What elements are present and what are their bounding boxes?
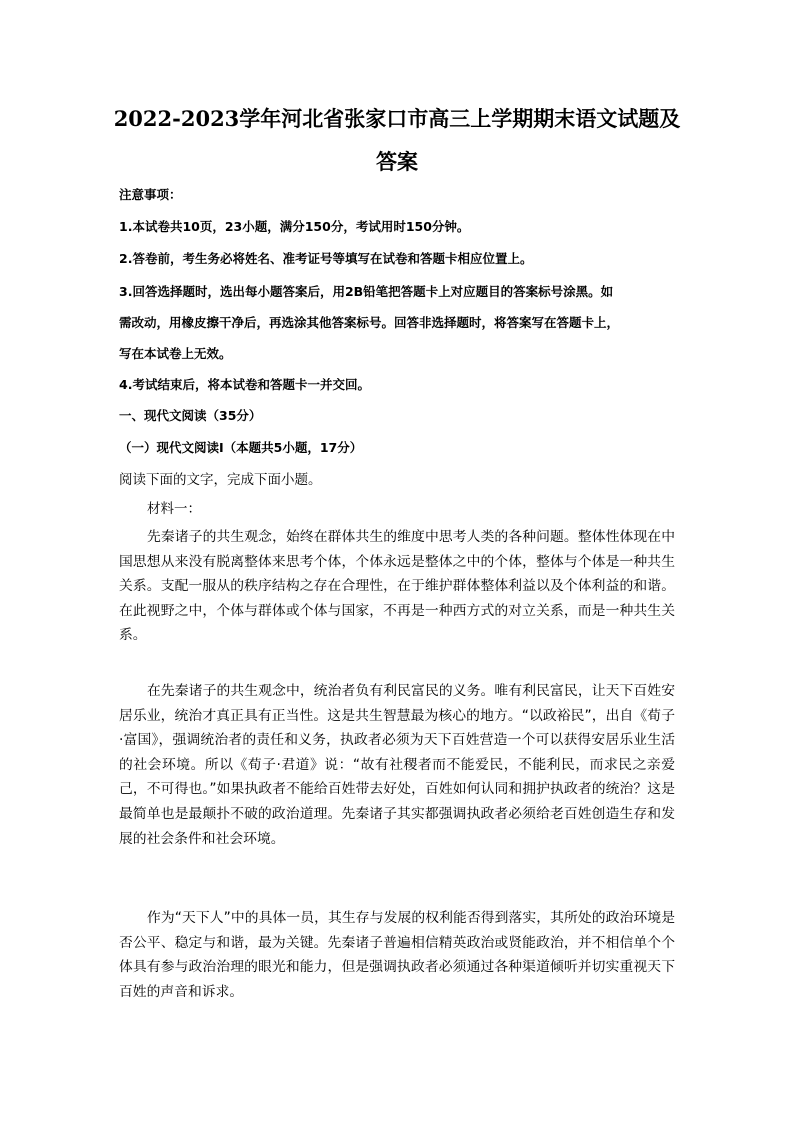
document-title-line-2: 答案 [376, 149, 418, 174]
document-title-line-1: 2022-2023学年河北省张家口市高三上学期期末语文试题及 [113, 106, 681, 131]
notice-item-3-line-2: 需改动，用橡皮擦干净后，再选涂其他答案标号。回答非选择题时，将答案写在答题卡上， [119, 315, 620, 330]
reading-instruction: 阅读下面的文字，完成下面小题。 [119, 472, 322, 488]
notice-item-4: 4.考试结束后，将本试卷和答题卡一并交回。 [119, 377, 370, 392]
notice-heading: 注意事项： [119, 187, 182, 202]
body-paragraph-2: 在先秦诸子的共生观念中，统治者负有利民富民的义务。唯有利民富民，让天下百姓安居乐业，统治才真正具有正当性。这是共生智慧最为核心的地方。“以政裕民”，出自《荀子·富国》，强调统治者的责任和义务，执政者必须为天下百姓营造一个可以获得安居乐业生活的社会环境。所以《荀子·君道》说：“故有社稷者而不能爱民，不能利民，而求民之亲爱己，不可得也。”如果执政者不能给百姓带去好处，百姓如何认同和拥护执政者的统治？这是最简单也是最颠扑不破的政治道理。先秦诸子其实都强调执政者必须给老百姓创造生存和发展的社会条件和社会环境。 [119, 683, 675, 847]
section-heading-1-1: （一）现代文阅读Ⅰ（本题共5小题，17分） [119, 440, 363, 455]
body-paragraph-3: 作为“天下人”中的具体一员，其生存与发展的权利能否得到落实，其所处的政治环境是否公平、稳定与和谐，最为关键。先秦诸子普遍相信精英政治或贤能政治，并不相信单个个体具有参与政治治理的眼光和能力，但是强调执政者必须通过各种渠道倾听并切实重视天下百姓的声音和诉求。 [119, 910, 675, 1000]
body-paragraph-1: 先秦诸子的共生观念，始终在群体共生的维度中思考人类的各种问题。整体性体现在中国思想从来没有脱离整体来思考个体，个体永远是整体之中的个体，整体与个体是一种共生关系。支配一服从的秩序结构之存在合理性，在于维护群体整体利益以及个体利益的和谐。在此视野之中，个体与群体或个体与国家，不再是一种西方式的对立关系，而是一种共生关系。 [119, 529, 675, 644]
notice-item-1: 1.本试卷共10页，23小题，满分150分，考试用时150分钟。 [119, 219, 470, 234]
notice-item-3-line-1: 3.回答选择题时，选出每小题答案后，用2B铅笔把答题卡上对应题目的答案标号涂黑。如 [119, 284, 614, 299]
material-label: 材料一： [147, 501, 201, 517]
section-heading-1: 一、现代文阅读（35分） [119, 408, 262, 423]
notice-item-2: 2.答卷前，考生务必将姓名、准考证号等填写在试卷和答题卡相应位置上。 [119, 251, 533, 266]
notice-item-3-line-3: 写在本试卷上无效。 [119, 346, 232, 361]
